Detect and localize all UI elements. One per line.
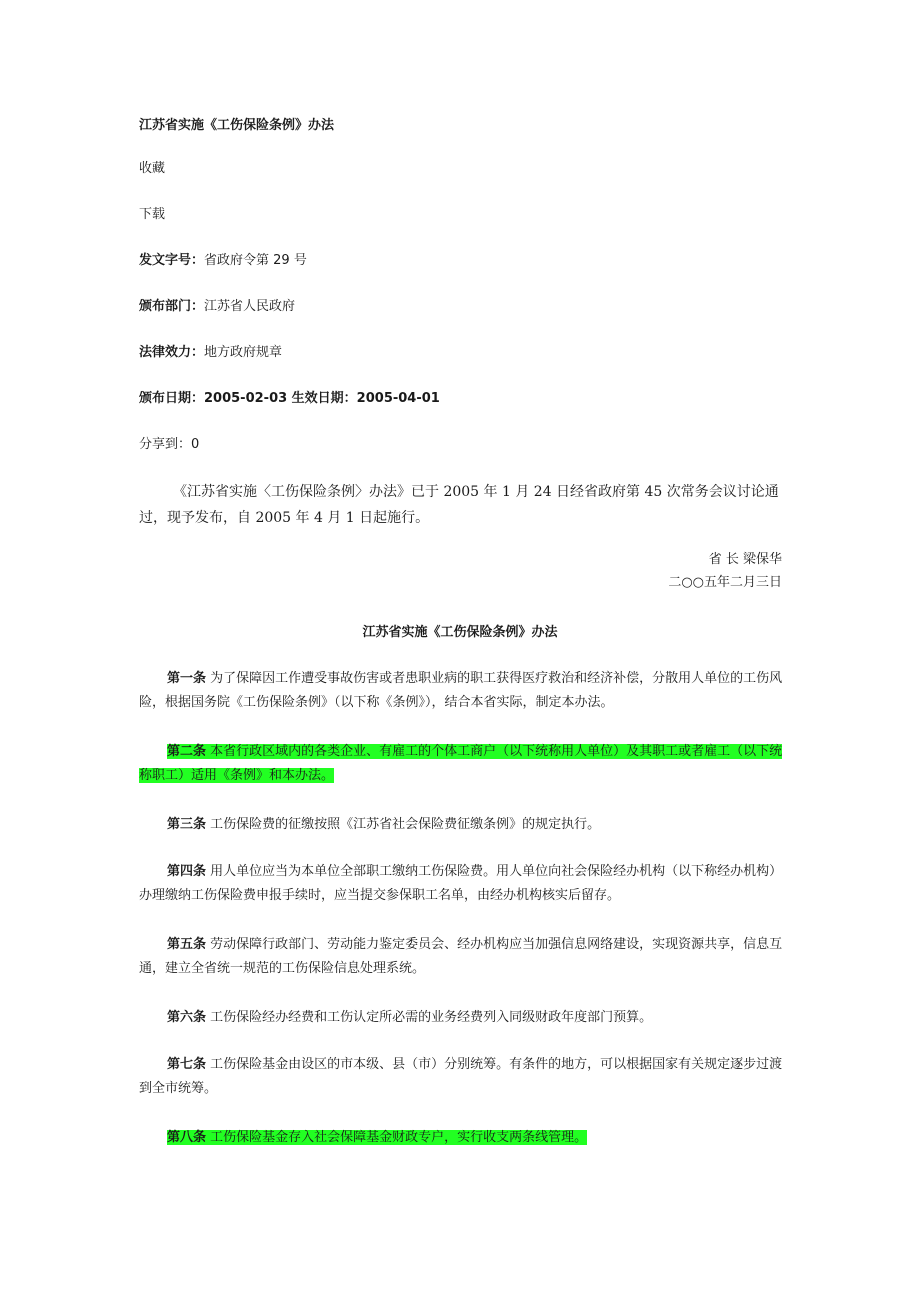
article-7 — [139, 1053, 783, 1101]
article-4 — [139, 860, 783, 908]
article-text: 劳动保障行政部门、劳动能力鉴定委员会、经办机构应当加强信息网络建设，实现资源共享，信息互通，建立全省统一规范的工伤保险信息处理系统。 — [139, 937, 783, 976]
body-title: 江苏省实施《工伤保险条例》办法 — [362, 625, 558, 640]
department-label: 颁布部门： — [139, 299, 205, 314]
article-number: 第四条 — [167, 864, 207, 879]
article-number: 第二条 — [167, 744, 207, 759]
article-text: 工伤保险基金由设区的市本级、县（市）分别统筹。有条件的地方，可以根据国家有关规定逐步过渡到全市统筹。 — [139, 1057, 783, 1096]
collect-link[interactable]: 收藏 — [139, 161, 166, 176]
download-link[interactable]: 下载 — [139, 207, 166, 222]
article-3 — [139, 813, 783, 837]
article-text: 为了保障因工作遭受事故伤害或者患职业病的职工获得医疗救治和经济补偿，分散用人单位的工伤风险，根据国务院《工伤保险条例》（以下称《条例》），结合本省实际，制定本办法。 — [139, 671, 783, 710]
legal-effect-label: 法律效力： — [139, 345, 205, 360]
article-number: 第六条 — [167, 1010, 207, 1025]
article-text: 本省行政区域内的各类企业、有雇工的个体工商户（以下统称用人单位）及其职工或者雇工（以下统称职工）适用《条例》和本办法。 — [139, 744, 783, 783]
article-5 — [139, 933, 783, 981]
doc-number-row — [139, 252, 307, 270]
article-text: 工伤保险经办经费和工伤认定所必需的业务经费列入同级财政年度部门预算。 — [210, 1010, 653, 1025]
article-2 — [139, 740, 783, 788]
article-text: 工伤保险费的征缴按照《江苏省社会保险费征缴条例》的规定执行。 — [210, 817, 601, 832]
department-row — [139, 298, 295, 316]
article-text: 用人单位应当为本单位全部职工缴纳工伤保险费。用人单位向社会保险经办机构（以下称经办机构）办理缴纳工伤保险费申报手续时，应当提交参保职工名单，由经办机构核实后留存。 — [139, 864, 783, 903]
signature-date: 二○○五年二月三日 — [668, 575, 782, 590]
article-text: 工伤保险基金存入社会保障基金财政专户，实行收支两条线管理。 — [210, 1130, 588, 1145]
doc-number-value: 省政府令第 29 号 — [204, 253, 307, 268]
article-number: 第七条 — [167, 1057, 207, 1072]
share-row[interactable]: 分享到：0 — [139, 437, 200, 452]
signature-title: 省 长 梁保华 — [708, 552, 782, 567]
legal-effect-row — [139, 344, 282, 362]
article-number: 第三条 — [167, 817, 207, 832]
document-title: 江苏省实施《工伤保险条例》办法 — [139, 118, 335, 133]
department-value: 江苏省人民政府 — [204, 299, 296, 314]
doc-number-label: 发文字号： — [139, 253, 205, 268]
article-number: 第一条 — [167, 671, 207, 686]
article-8 — [139, 1126, 783, 1150]
article-1 — [139, 667, 783, 715]
article-6 — [139, 1006, 783, 1030]
article-number: 第五条 — [167, 937, 207, 952]
dates-row: 颁布日期：2005-02-03 生效日期：2005-04-01 — [139, 391, 440, 406]
intro-paragraph: 《江苏省实施〈工伤保险条例〉办法》已于 2005 年 1 月 24 日经省政府第 45 次常务会议讨论通过，现予发布，自 2005 年 4 月 1 日起施行。 — [139, 484, 779, 526]
legal-effect-value: 地方政府规章 — [204, 345, 283, 360]
article-number: 第八条 — [167, 1130, 207, 1145]
